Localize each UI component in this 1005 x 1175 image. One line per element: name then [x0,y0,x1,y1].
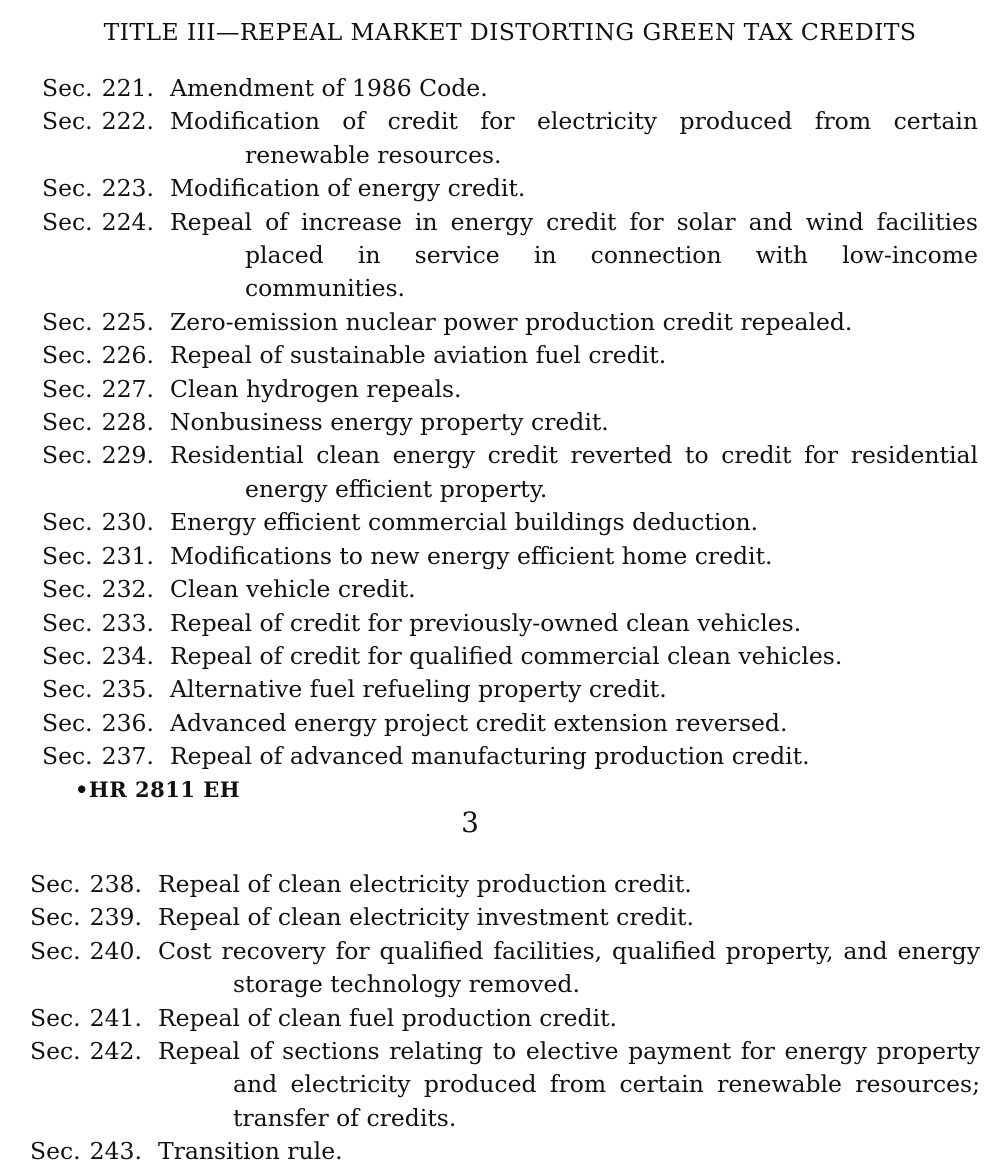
section-title: Advanced energy project credit extension reversed. [169,708,788,737]
toc-entry-222 [42,105,978,172]
section-label: Sec. 232. [42,575,154,604]
section-title: Repeal of clean electricity production credit. [157,870,692,898]
page-number: 3 [461,806,479,839]
section-label: Sec. 222. [42,107,154,136]
section-label: Sec. 229. [42,441,154,470]
section-title: Alternative fuel refueling property credit. [169,675,667,704]
section-title: Modification of credit for electricity produced from certain renewable resources. [169,107,978,169]
toc-entry-229 [42,439,978,506]
section-label: Sec. 227. [42,374,154,403]
toc-entry-240 [30,935,980,1002]
table-of-contents-part-2 [30,868,980,1169]
section-label: Sec. 226. [42,341,154,370]
section-label: Sec. 231. [42,541,154,570]
bill-footer-code: •HR 2811 EH [75,777,241,802]
section-label: Sec. 242. [30,1037,142,1066]
section-label: Sec. 225. [42,307,154,336]
section-label: Sec. 240. [30,936,142,965]
section-label: Sec. 221. [42,74,154,102]
section-title: Repeal of advanced manufacturing production credit. [169,742,810,771]
section-label: Sec. 241. [30,1003,142,1032]
toc-entry-230 [42,506,978,539]
section-title: Residential clean energy credit reverted to credit for residential energy efficient property. [169,441,978,503]
title-heading: TITLE III—REPEAL MARKET DISTORTING GREEN TAX CREDITS [103,18,917,46]
section-label: Sec. 237. [42,742,154,771]
toc-entry-223 [42,172,978,205]
section-title: Modification of energy credit. [169,174,526,203]
section-title: Clean vehicle credit. [169,575,416,604]
section-label: Sec. 238. [30,870,142,898]
toc-entry-243 [30,1135,980,1168]
toc-entry-232 [42,573,978,606]
section-title: Repeal of sustainable aviation fuel credit. [169,341,667,370]
section-label: Sec. 243. [30,1137,142,1166]
section-label: Sec. 234. [42,641,154,670]
toc-entry-234 [42,640,978,673]
section-label: Sec. 224. [42,207,154,236]
toc-entry-231 [42,540,978,573]
toc-entry-225 [42,306,978,339]
section-title: Repeal of increase in energy credit for solar and wind facilities placed in service in connection with low-income communities. [169,207,978,303]
toc-entry-221 [42,72,978,105]
section-title: Zero-emission nuclear power production credit repealed. [169,307,853,336]
section-title: Repeal of credit for qualified commercial clean vehicles. [169,641,843,670]
section-title: Cost recovery for qualified facilities, qualified property, and energy storage technology removed. [157,936,980,999]
section-title: Repeal of sections relating to elective payment for energy property and electricity produced from certain renewable resources; transfer of credits. [157,1037,980,1132]
section-title: Transition rule. [157,1137,343,1166]
section-label: Sec. 228. [42,408,154,437]
section-label: Sec. 223. [42,174,154,203]
section-title: Clean hydrogen repeals. [169,374,462,403]
toc-entry-224 [42,206,978,306]
section-title: Repeal of credit for previously-owned clean vehicles. [169,608,802,637]
section-title: Nonbusiness energy property credit. [169,408,609,437]
toc-entry-228 [42,406,978,439]
section-title: Repeal of clean fuel production credit. [157,1003,618,1032]
section-title: Repeal of clean electricity investment credit. [157,903,694,932]
section-label: Sec. 239. [30,903,142,932]
section-label: Sec. 230. [42,508,154,537]
table-of-contents-part-1 [42,72,978,774]
toc-entry-235 [42,673,978,706]
toc-entry-227 [42,373,978,406]
section-title: Modifications to new energy efficient home credit. [169,541,773,570]
section-title: Energy efficient commercial buildings deduction. [169,508,759,537]
toc-entry-238 [30,868,980,901]
section-label: Sec. 233. [42,608,154,637]
section-label: Sec. 235. [42,675,154,704]
toc-entry-237 [42,740,978,773]
toc-entry-226 [42,339,978,372]
toc-entry-241 [30,1002,980,1035]
toc-entry-236 [42,707,978,740]
toc-entry-239 [30,901,980,934]
toc-entry-242 [30,1035,980,1135]
section-label: Sec. 236. [42,708,154,737]
section-title: Amendment of 1986 Code. [169,74,488,102]
toc-entry-233 [42,607,978,640]
